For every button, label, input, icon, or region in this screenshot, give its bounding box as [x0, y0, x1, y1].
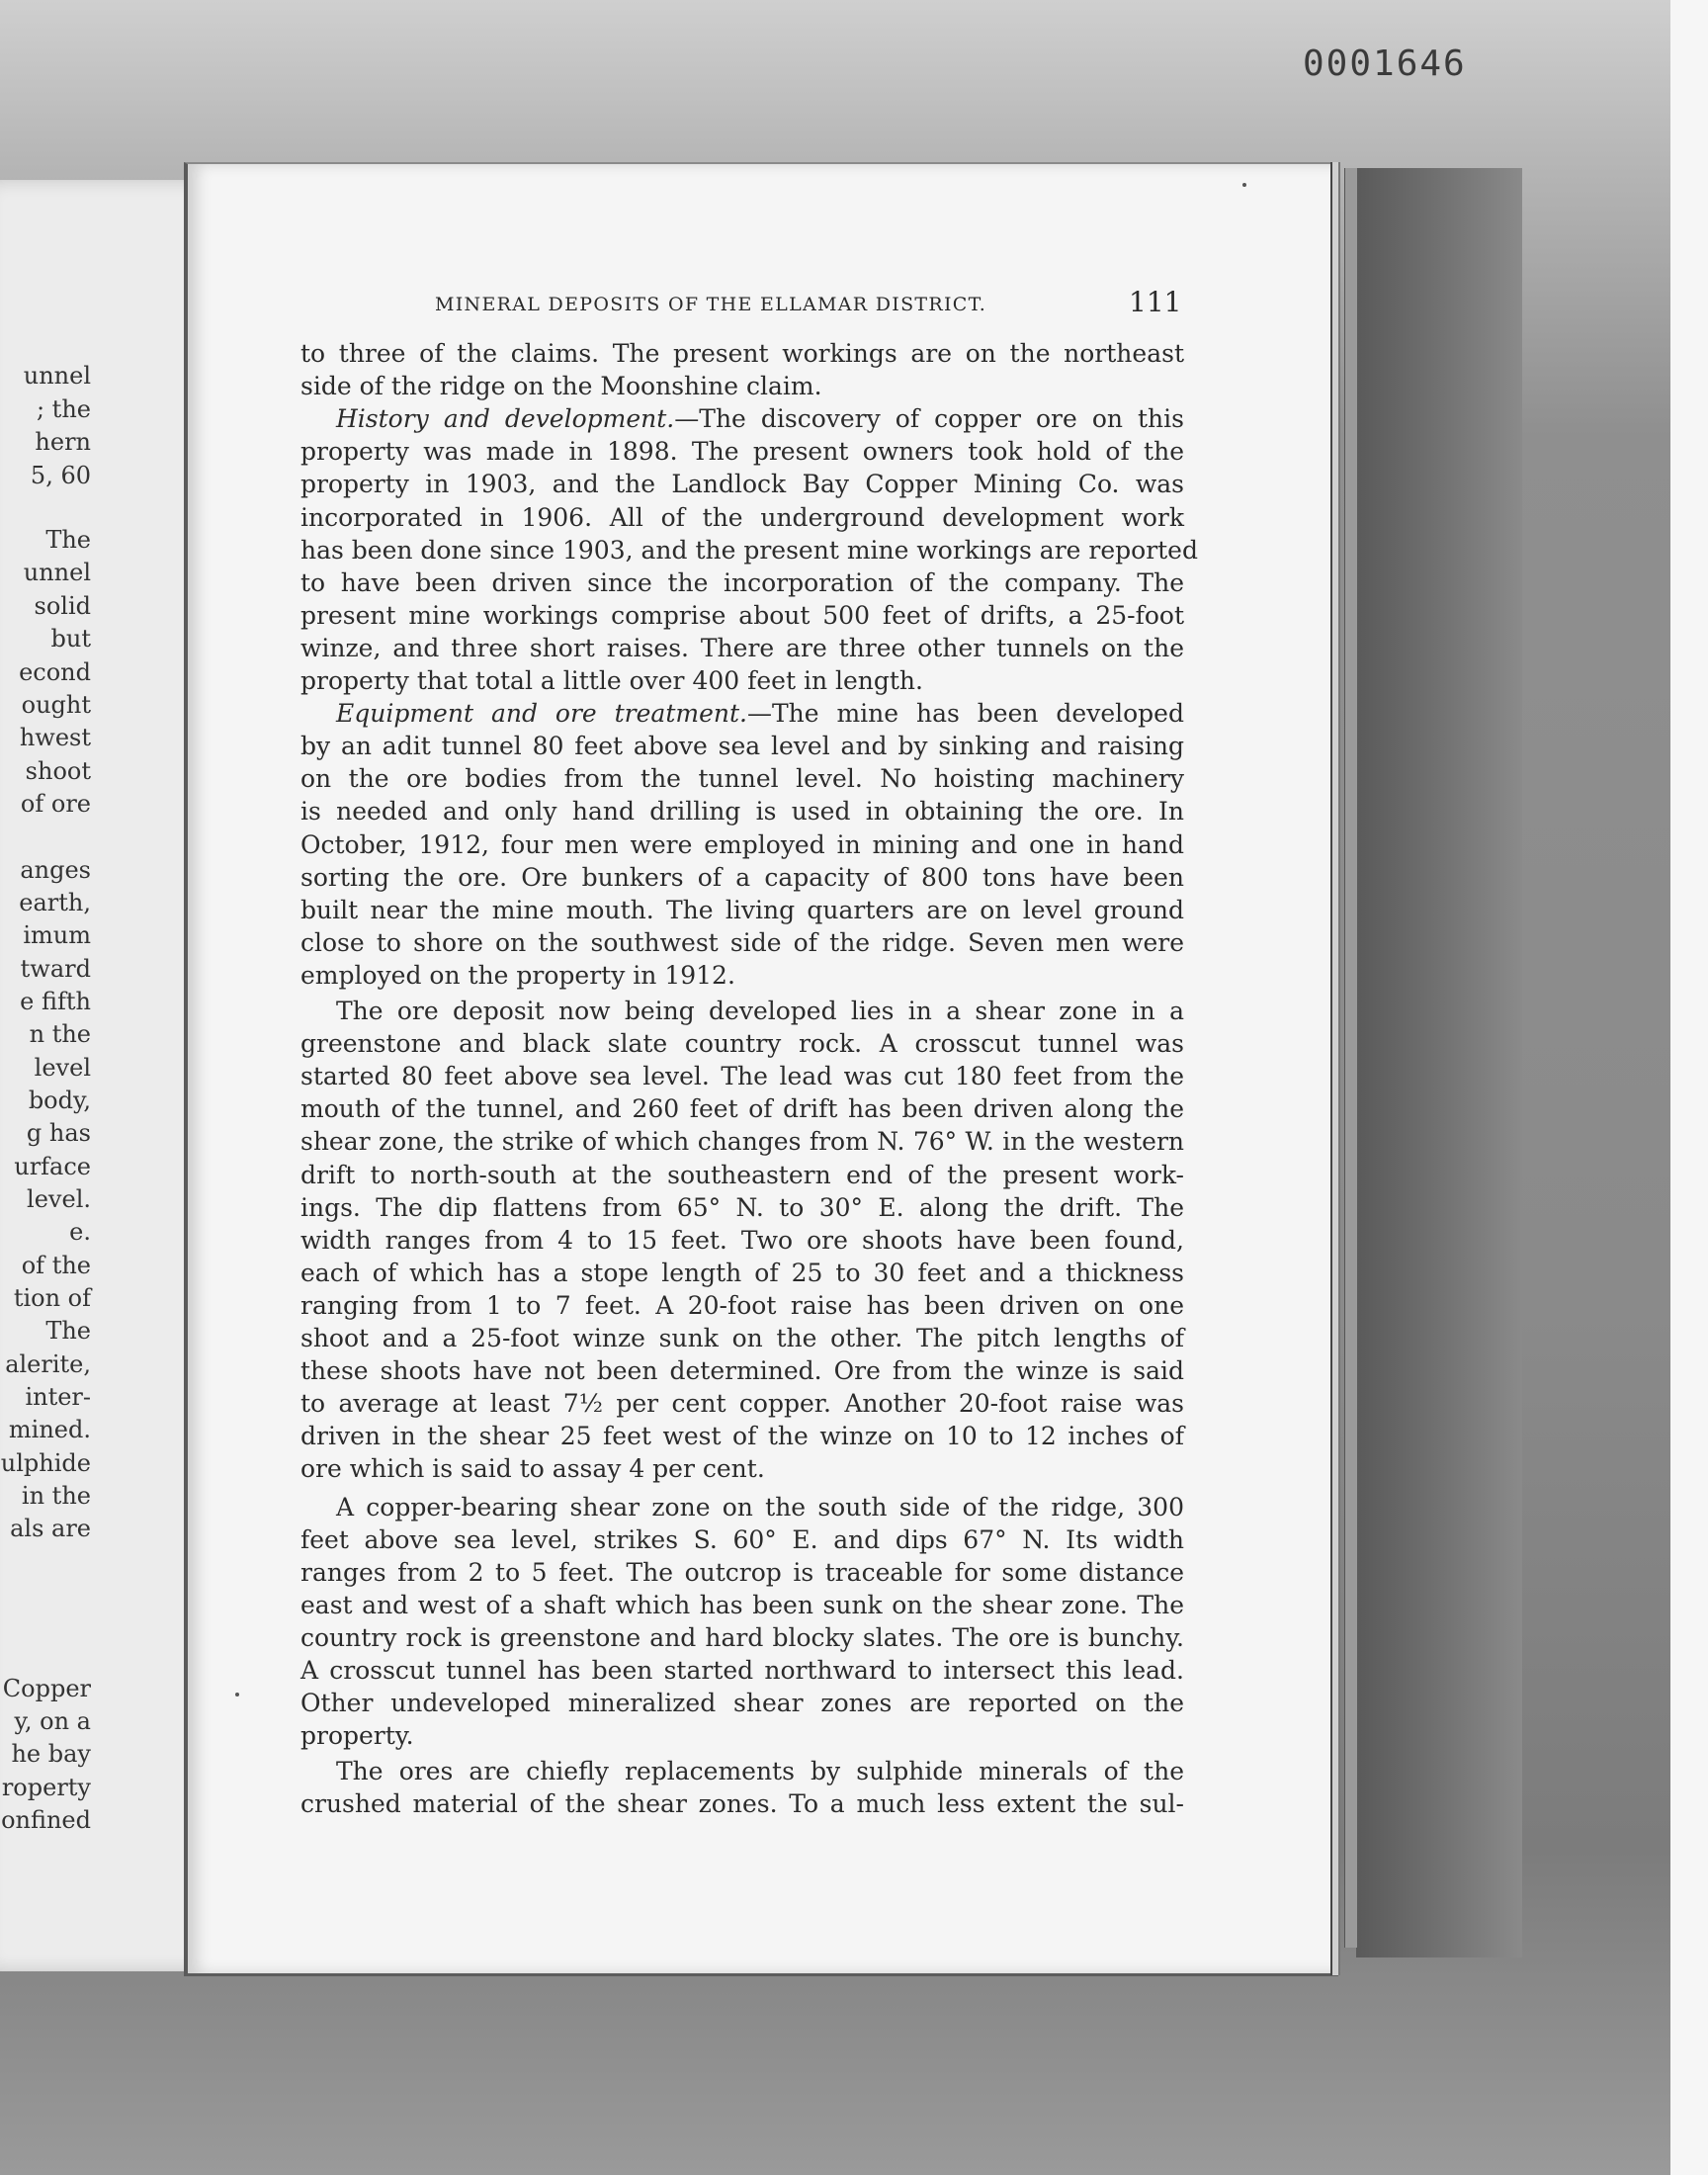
text-line: Other undeveloped mineralized shear zones are reported on the — [300, 1689, 1184, 1718]
left-page-fragment: ought — [21, 691, 91, 719]
text-line: Equipment and ore treatment.—The mine has been developed — [336, 699, 1184, 729]
scan-identifier: 0001646 — [1303, 44, 1467, 84]
text-line: The ores are chiefly replacements by sulphide minerals of the — [336, 1757, 1184, 1786]
left-page-fragment: onfined — [1, 1806, 91, 1834]
scan-speck — [235, 1693, 239, 1696]
text-line: each of which has a stope length of 25 to 30 feet and a thickness — [300, 1258, 1184, 1287]
page-number: 111 — [1129, 286, 1182, 318]
left-page-fragment: econd — [19, 658, 91, 686]
text-line: The ore deposit now being developed lies in a shear zone in a — [336, 997, 1184, 1025]
text-line: feet above sea level, strikes S. 60° E. and dips 67° N. Its width — [300, 1524, 1184, 1554]
text-line: to average at least 7½ per cent copper. Another 20-foot raise was — [300, 1389, 1184, 1419]
text-line: property was made in 1898. The present owners took hold of the — [300, 437, 1184, 467]
text-line: country rock is greenstone and hard blocky slates. The ore is bunchy. — [300, 1622, 1184, 1652]
left-page-fragment: he bay — [11, 1740, 91, 1768]
text-line: built near the mine mouth. The living quarters are on level ground — [300, 895, 1184, 924]
left-page-fragment: 5, 60 — [30, 462, 91, 489]
text-line: property. — [300, 1721, 414, 1751]
left-page-fragment: g has — [26, 1119, 91, 1147]
text-line: property in 1903, and the Landlock Bay Copper Mining Co. was — [300, 470, 1184, 499]
left-page-fragment: unnel — [23, 362, 91, 390]
text-line: incorporated in 1906. All of the underground development work — [300, 502, 1184, 532]
text-line: sorting the ore. Ore bunkers of a capacity of 800 tons have been — [300, 862, 1184, 892]
left-page-fragment: body, — [28, 1087, 91, 1114]
left-page-fragment: tward — [20, 955, 91, 983]
left-page-fragment: imum — [23, 921, 91, 949]
text-line: to three of the claims. The present workings are on the northeast — [300, 339, 1184, 368]
left-page-fragment: The — [45, 1317, 91, 1345]
text-line: ranging from 1 to 7 feet. A 20-foot raise has been driven on one — [300, 1290, 1184, 1320]
text-line: these shoots have not been determined. Ore from the winze is said — [300, 1356, 1184, 1386]
page-stack-edge — [1344, 168, 1357, 1948]
text-line: shoot and a 25-foot winze sunk on the other. The pitch lengths of — [300, 1324, 1184, 1352]
text-line: close to shore on the southwest side of the ridge. Seven men were — [300, 927, 1184, 957]
left-page-fragment: hern — [35, 428, 91, 456]
text-line: to have been driven since the incorporation of the company. The — [300, 567, 1184, 597]
text-line: History and development.—The discovery of copper ore on this — [336, 404, 1184, 434]
left-page-fragment: mined. — [8, 1416, 91, 1443]
left-page-fragment: level. — [27, 1185, 91, 1213]
section-heading: Equipment and ore treatment. — [336, 699, 747, 729]
text-line: side of the ridge on the Moonshine claim. — [300, 372, 822, 401]
section-heading: History and development. — [336, 404, 675, 434]
text-line: present mine workings comprise about 500 feet of drifts, a 25-foot — [300, 600, 1184, 630]
text-line: width ranges from 4 to 15 feet. Two ore shoots have been found, — [300, 1225, 1184, 1255]
text-line: mouth of the tunnel, and 260 feet of drift has been driven along the — [300, 1094, 1184, 1124]
left-page-fragment: urface — [14, 1153, 91, 1180]
text-line: ore which is said to assay 4 per cent. — [300, 1454, 765, 1484]
text-line: on the ore bodies from the tunnel level. No hoisting machinery — [300, 764, 1184, 794]
running-head-title: MINERAL DEPOSITS OF THE ELLAMAR DISTRICT. — [435, 294, 987, 315]
text-line: winze, and three short raises. There are three other tunnels on the — [300, 633, 1184, 662]
left-page-fragment: alerite, — [5, 1350, 91, 1378]
text-line: has been done since 1903, and the present mine workings are reported — [300, 535, 1198, 565]
text-line: ings. The dip flattens from 65° N. to 30° E. along the drift. The — [300, 1192, 1184, 1222]
left-page-fragment: of ore — [20, 790, 91, 818]
text-line: A crosscut tunnel has been started northward to intersect this lead. — [300, 1656, 1184, 1685]
left-page-fragment: in the — [21, 1482, 91, 1510]
left-page-fragment: Copper — [2, 1675, 91, 1702]
text-line: driven in the shear 25 feet west of the winze on 10 to 12 inches of — [300, 1422, 1184, 1451]
text-line: crushed material of the shear zones. To a much less extent the sul- — [300, 1789, 1184, 1819]
book-shadow — [1356, 168, 1522, 1958]
left-page-fragment: e fifth — [20, 988, 91, 1015]
left-page-fragment: shoot — [25, 757, 91, 785]
text-line: is needed and only hand drilling is used in obtaining the ore. In — [300, 797, 1184, 826]
left-page-fragment: The — [45, 526, 91, 554]
left-page-fragment: als are — [10, 1515, 91, 1542]
left-page-fragment: but — [50, 625, 91, 652]
left-page-fragment: hwest — [19, 724, 91, 751]
text-line: October, 1912, four men were employed in mining and one in hand — [300, 829, 1184, 859]
left-page-fragment: y, on a — [14, 1707, 91, 1735]
left-page-fragment: anges — [20, 856, 91, 884]
text-line: by an adit tunnel 80 feet above sea level and by sinking and raising — [300, 732, 1184, 761]
text-line: started 80 feet above sea level. The lead was cut 180 feet from the — [300, 1062, 1184, 1091]
left-page-fragment: n the — [29, 1020, 91, 1048]
left-page-fragment: e. — [69, 1218, 91, 1246]
left-page-fragment: level — [34, 1054, 91, 1082]
text-line: employed on the property in 1912. — [300, 960, 735, 990]
text-line: ranges from 2 to 5 feet. The outcrop is traceable for some distance — [300, 1557, 1184, 1587]
left-page-fragment: solid — [34, 592, 91, 620]
text-line: property that total a little over 400 feet in length. — [300, 666, 923, 695]
left-page-fragment: of the — [21, 1252, 91, 1279]
page-edge — [1330, 162, 1340, 1975]
left-page-fragment: earth, — [19, 889, 91, 916]
scan-speck — [1242, 183, 1246, 187]
text-line: drift to north-south at the southeastern end of the present work- — [300, 1160, 1184, 1189]
text-line: A copper-bearing shear zone on the south side of the ridge, 300 — [336, 1492, 1184, 1522]
left-page-fragment: ulphide — [0, 1449, 91, 1477]
left-page-fragment: roperty — [1, 1774, 91, 1801]
text-line: east and west of a shaft which has been sunk on the shear zone. The — [300, 1590, 1184, 1619]
left-page-fragment: ; the — [36, 395, 91, 423]
left-page-fragment: inter- — [25, 1383, 91, 1411]
text-line: greenstone and black slate country rock. A crosscut tunnel was — [300, 1029, 1184, 1059]
text-line: shear zone, the strike of which changes from N. 76° W. in the western — [300, 1127, 1184, 1157]
left-page-fragment: tion of — [13, 1284, 91, 1312]
left-page-fragment: unnel — [23, 559, 91, 586]
